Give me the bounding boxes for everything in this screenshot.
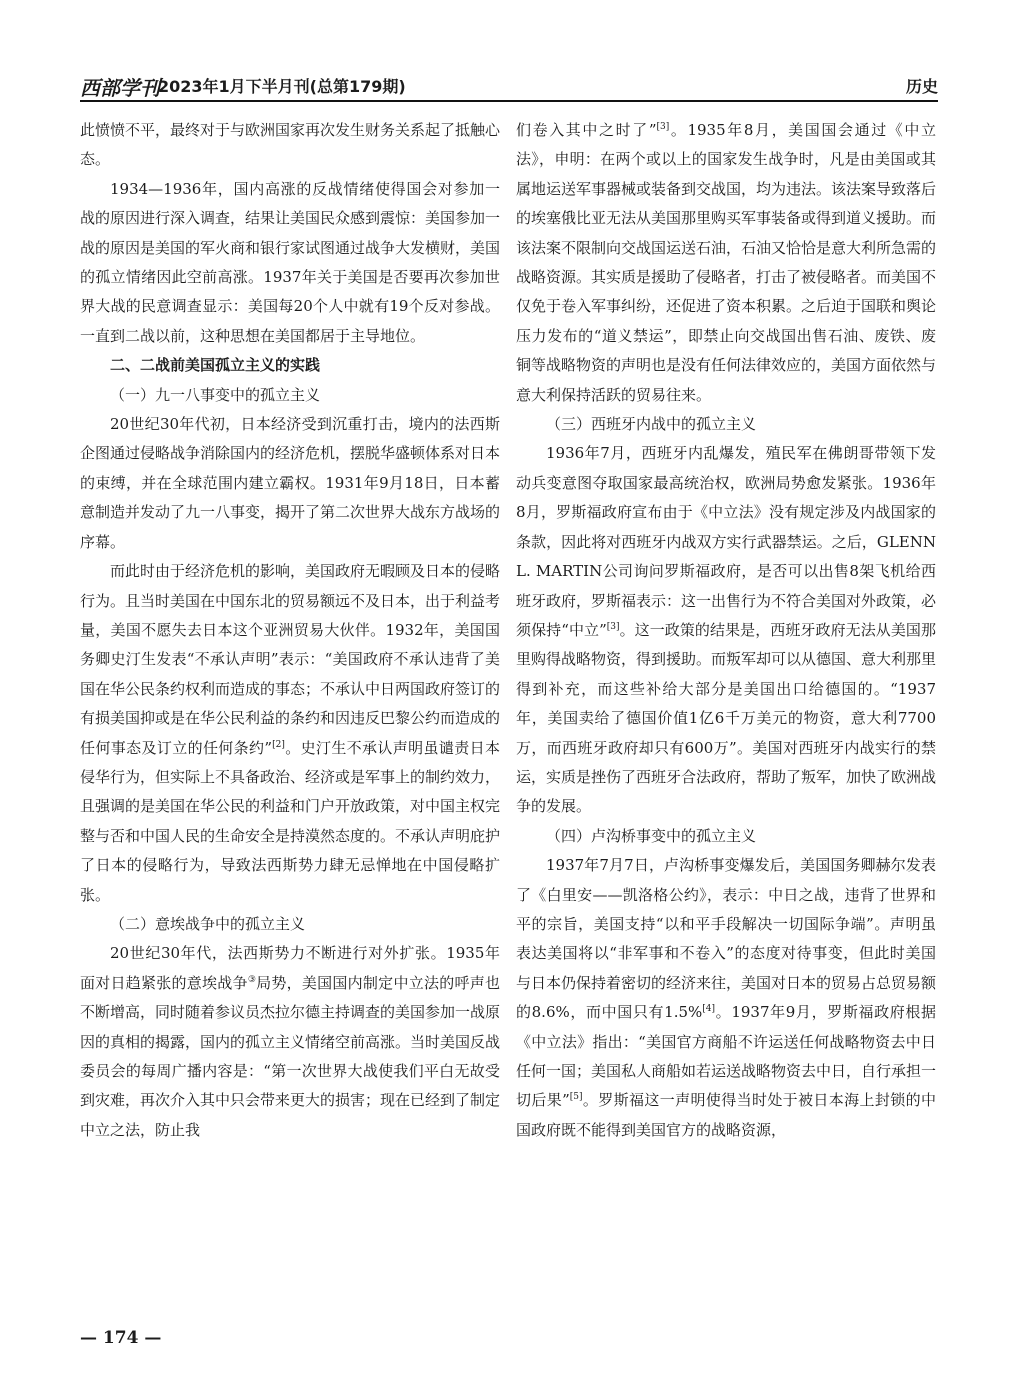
paragraph-text: 。1935年8月，美国国会通过《中立法》，申明：在两个或以上的国家发生战争时，凡是由美国或其属地运送军事器械或装备到交战国，均为违法。该法案导致落后的埃塞俄比亚无法从美国那里购买军事装备或得到道义援助。而该法案不限制向交战国运送石油，石油又恰恰是意大利所急需的战略资源。其实质是援助了侵略者，打击了被侵略者。而美国不仅免于卷入军事纠纷，还促进了资本积累。之后迫于国联和舆论压力发布的“道义禁运”，即禁止向交战国出售石油、废铁、废铜等战略物资的声明也是没有任何法律效应的，美国方面依然与意大利保持活跃的贸易往来。: [516, 121, 937, 404]
paragraph-text: 。罗斯福这一声明使得当时处于被日本海上封锁的中国政府既不能得到美国官方的战略资源，: [516, 1091, 936, 1139]
paragraph-text: 1936年7月，西班牙内乱爆发，殖民军在佛朗哥带领下发动兵变意图夺取国家最高统治权，欧洲局势愈发紧张。1936年8月，罗斯福政府宣布由于《中立法》没有规定涉及内战国家的条款，因此将对西班牙内战双方实行武器禁运。之后，GLENN L. MARTIN公司询问罗斯福政府，是否可以出售8架飞机给西班牙政府，罗斯福表示：这一出售行为不符合美国对外政策，必须保持“中立”: [516, 444, 937, 639]
subsection-heading: （四）卢沟桥事变中的孤立主义: [546, 826, 757, 845]
paragraph-text: 。史汀生不承认声明虽谴责日本侵华行为，但实际上不具备政治、经济或是军事上的制约效力，且强调的是美国在华公民的利益和门户开放政策，对中国主权完整与否和中国人民的生命安全是持漠然态度的。不承认声明庇护了日本的侵略行为，导致法西斯势力肆无忌惮地在中国侵略扩张。: [80, 738, 501, 904]
left-column: [80, 116, 500, 1145]
subsection-heading: （二）意埃战争中的孤立主义: [110, 914, 306, 933]
citation-ref[interactable]: [4]: [702, 1004, 716, 1015]
paragraph-text: 。1937年9月，罗斯福政府根据《中立法》指出：“美国官方商船不许运送任何战略物资去中日任何一国；美国私人商船如若运送战略物资去中日，自行承担一切后果”: [516, 1003, 937, 1110]
paragraph: [80, 939, 500, 1145]
right-column: [516, 116, 936, 1145]
section-label: 历史: [905, 77, 938, 96]
paragraph: [516, 116, 936, 410]
page-number: — 174 —: [80, 1328, 162, 1348]
paragraph-text: 局势，美国国内制定中立法的呼声也不断增高，同时随着参议员杰拉尔德主持调查的美国参加一战原因的真相的揭露，国内的孤立主义情绪空前高涨。当时美国反战委员会的每周广播内容是：“第一次世界大战使我们平白无故受到灾难，再次介入其中只会带来更大的损害；现在已经到了制定中立之法，防止我: [80, 973, 501, 1139]
paragraph-text: 而此时由于经济危机的影响，美国政府无暇顾及日本的侵略行为。且当时美国在中国东北的贸易额远不及日本，出于利益考量，美国不愿失去日本这个亚洲贸易大伙伴。1932年，美国国务卿史汀生发表“不承认声明”表示：“美国政府不承认违背了美国在华公民条约权利而造成的事态；不承认中日两国政府签订的有损美国抑或是在华公民利益的条约和因违反巴黎公约而造成的任何事态及订立的任何条约”: [80, 562, 501, 757]
citation-ref[interactable]: [3]: [606, 621, 620, 632]
subsection-heading: （一）九一八事变中的孤立主义: [110, 385, 321, 404]
subsection-heading: （三）西班牙内战中的孤立主义: [546, 415, 757, 434]
footnote-mark[interactable]: ③: [247, 974, 257, 985]
citation-ref[interactable]: [5]: [569, 1092, 583, 1103]
issue-info: 2023年1月下半月刊(总第179期): [158, 77, 406, 96]
paragraph-text: 20世纪30年代，法西斯势力不断进行对外扩张。1935年面对日趋紧张的意埃战争: [80, 944, 500, 992]
paragraph: 20世纪30年代初，日本经济受到沉重打击，境内的法西斯企图通过侵略战争消除国内的经济危机，摆脱华盛顿体系对日本的束缚，并在全球范围内建立霸权。1931年9月18日，日本蓄意制造并发动了九一八事变，揭开了第二次世界大战东方战场的序幕。: [80, 415, 501, 551]
paragraph: 1934—1936年，国内高涨的反战情绪使得国会对参加一战的原因进行深入调查，结果让美国民众感到震惊：美国参加一战的原因是美国的军火商和银行家试图通过战争大发横财，美国的孤立情绪因此空前高涨。1937年关于美国是否要再次参加世界大战的民意调查显示：美国每20个人中就有19个反对参战。一直到二战以前，这种思想在美国都居于主导地位。: [80, 179, 501, 345]
paragraph: [80, 557, 500, 910]
paragraph-text: 1937年7月7日，卢沟桥事变爆发后，美国国务卿赫尔发表了《白里安——凯洛格公约》，表示：中日之战，违背了世界和平的宗旨，美国支持“以和平手段解决一切国际争端”。声明虽表达美国将以“非军事和不卷入”的态度对待事变，但此时美国与日本仍保持着密切的经济来往，美国对日本的贸易占总贸易额的8.6%，而中国只有1.5%: [516, 856, 937, 1022]
paragraph-text: 。这一政策的结果是，西班牙政府无法从美国那里购得战略物资，得到援助。而叛军却可以从德国、意大利那里得到补充，而这些补给大部分是美国出口给德国的。“1937年，美国卖给了德国价值1亿6千万美元的物资，意大利7700万，而西班牙政府却只有600万”。美国对西班牙内战实行的禁运，实质是挫伤了西班牙合法政府，帮助了叛军，加快了欧洲战争的发展。: [516, 620, 937, 816]
running-header: [80, 70, 938, 102]
paragraph-text: 们卷入其中之时了”: [516, 121, 657, 139]
citation-ref[interactable]: [3]: [656, 122, 670, 132]
paragraph: [516, 851, 936, 1145]
paragraph: 此愤愤不平，最终对于与欧洲国家再次发生财务关系起了抵触心态。: [80, 121, 501, 169]
citation-ref[interactable]: [2]: [272, 739, 285, 750]
section-heading: 二、二战前美国孤立主义的实践: [110, 356, 321, 375]
paragraph: [516, 439, 936, 821]
journal-logo: 西部学刊: [80, 76, 160, 100]
